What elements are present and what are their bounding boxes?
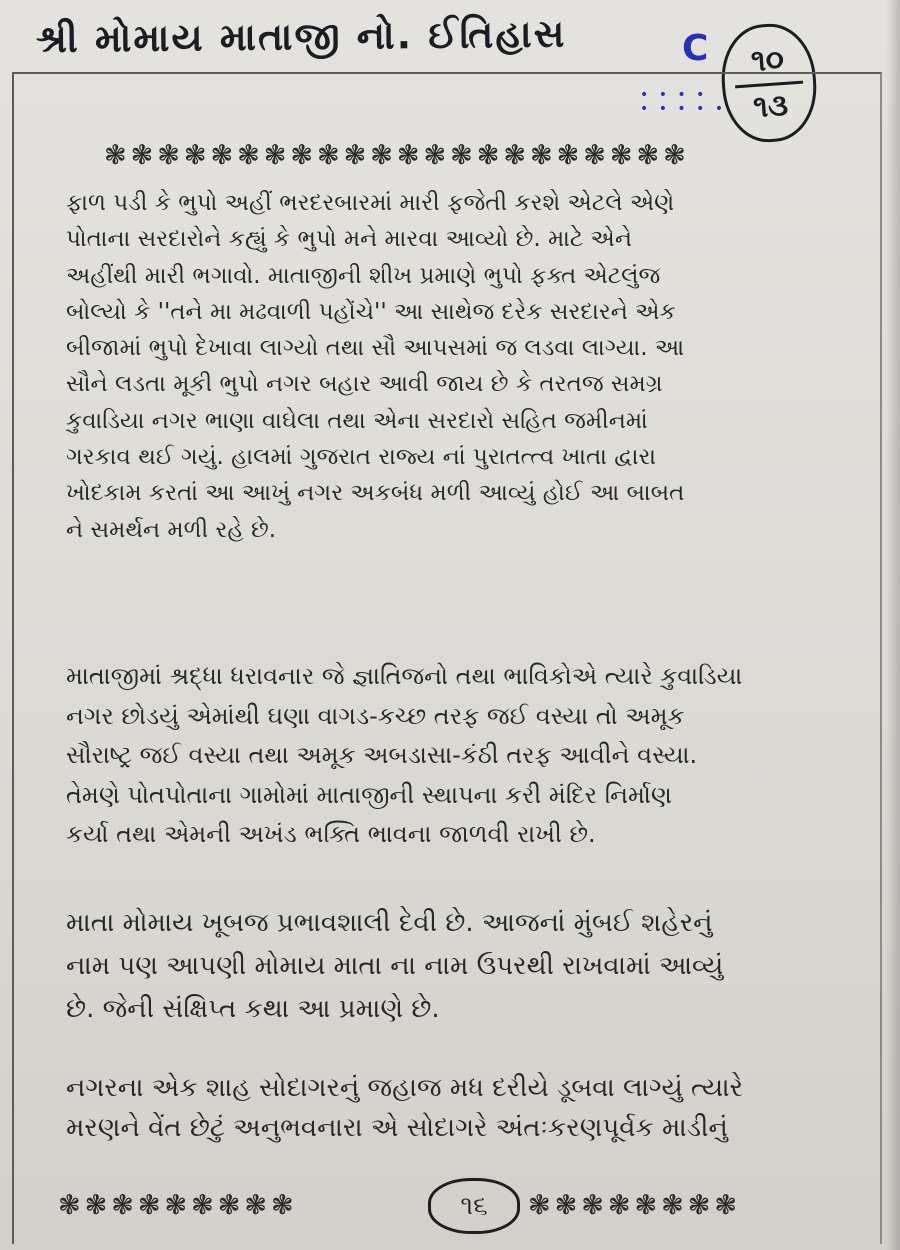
ornament-row-bottom-right: ❃❃❃❃❃❃❃❃ bbox=[528, 1190, 741, 1221]
text-line: માતા મોમાય ખૂબજ પ્રભાવશાલી દેવી છે. આજનાં મુંબઈ શહેરનું bbox=[66, 908, 713, 938]
ornament-row-top: ❃❃❃❃❃❃❃❃❃❃❃❃❃❃❃❃❃❃❃❃❃❃ bbox=[104, 140, 690, 171]
paragraph-2 bbox=[66, 657, 866, 855]
text-line: ખોદકામ કરતાં આ આખું નગર અકબંધ મળી આવ્યું હોઈ આ બાબત bbox=[66, 480, 685, 507]
text-line: તેમણે પોતપોતાના ગામોમાં માતાજીની સ્થાપના કરી મંદિર નિર્માણ bbox=[66, 780, 672, 809]
paragraph-3 bbox=[66, 902, 866, 1031]
paragraph-4 bbox=[66, 1068, 866, 1148]
handwritten-dots-decoration: • • • • • • • • • bbox=[640, 87, 727, 117]
text-line: અહીંથી મારી ભગાવો. માતાજીની શીખ પ્રમાણે ભુપો ફક્ત એટલુંજ bbox=[66, 262, 661, 289]
fraction-denominator: ૧૩ bbox=[752, 87, 790, 126]
handwritten-title: શ્રી મોમાય માતાજી નો. ઈતિહાસ bbox=[35, 11, 567, 62]
text-line: પોતાના સરદારોને કહ્યું કે ભુપો મને મારવા આવ્યો છે. માટે એને bbox=[66, 226, 632, 253]
ornament-row-bottom-left: ❃❃❃❃❃❃❃❃❃ bbox=[58, 1190, 298, 1221]
text-line: નામ પણ આપણી મોમાય માતા ના નામ ઉપરથી રાખવામાં આવ્યું bbox=[66, 951, 724, 981]
text-line: માતાજીમાં શ્રદ્ધા ધરાવનાર જે જ્ઞાતિજનો તથા ભાવિકોએ ત્યારે કુવાડિયા bbox=[66, 662, 743, 690]
text-line: સૌને લડતા મૂકી ભુપો નગર બહાર આવી જાય છે કે તરતજ સમગ્ર bbox=[66, 371, 663, 398]
text-line: ફાળ પડી કે ભુપો અહીં ભરદરબારમાં મારી ફજેતી કરશે એટલે એણે bbox=[66, 190, 675, 216]
fraction-numerator: ૧૦ bbox=[749, 41, 785, 80]
text-line: નગરના એક શાહ સોદાગરનું જહાજ મધ દરીયે ડૂબવા લાગ્યું ત્યારે bbox=[66, 1073, 744, 1103]
text-line: છે. જેની સંક્ષિપ્ત કથા આ પ્રમાણે છે. bbox=[66, 994, 440, 1024]
text-line: સૌરાષ્ટ્ર જઈ વસ્યા તથા અમૂક અબડાસા-કંઠી તરફ આવીને વસ્યા. bbox=[66, 741, 698, 769]
text-line: નગર છોડયું એમાંથી ઘણા વાગડ-કચ્છ તરફ જઈ વસ્યા તો અમૂક bbox=[66, 701, 685, 730]
text-line: ને સમર્થન મળી રહે છે. bbox=[66, 516, 277, 543]
text-line: ગરકાવ થઈ ગયું. હાલમાં ગુજરાત રાજ્ય નાં પુરાતત્ત્વ ખાતા દ્વારા bbox=[66, 444, 657, 471]
page-number: ૧૬ bbox=[428, 1178, 520, 1234]
text-line: બોલ્યો કે ''તને મા મઢવાળી પહોંચે'' આ સાથેજ દરેક સરદારને એક bbox=[66, 298, 676, 325]
paragraph-1 bbox=[66, 185, 866, 548]
page-edge-shadow bbox=[886, 0, 900, 1250]
text-line: બીજામાં ભુપો દેખાવા લાગ્યો તથા સૌ આપસમાં જ લડવા લાગ્યા. આ bbox=[66, 335, 685, 362]
text-line: કુવાડિયા નગર ભાણા વાઘેલા તથા એના સરદારો સહિત જમીનમાં bbox=[66, 407, 648, 434]
handwritten-mark: C bbox=[682, 28, 709, 69]
text-line: મરણને વેંત છેટું અનુભવનારા એ સોદાગરે અંતઃકરણપૂર્વક માડીનું bbox=[66, 1113, 728, 1143]
text-line: કર્યા તથા એમની અખંડ ભક્તિ ભાવના જાળવી રાખી છે. bbox=[66, 820, 596, 848]
